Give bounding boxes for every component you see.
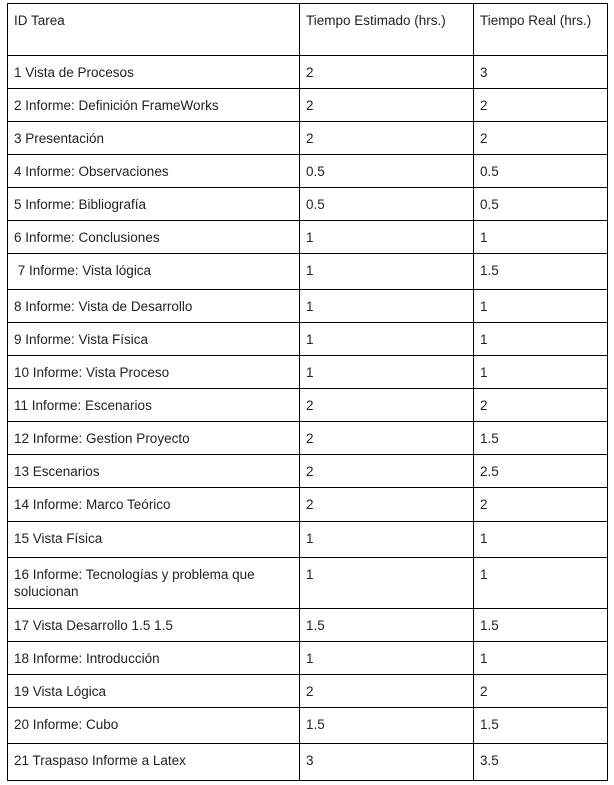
estimated-cell: 1.5 — [300, 609, 474, 642]
table-row — [8, 122, 608, 155]
task-cell: 8 Informe: Vista de Desarrollo — [8, 290, 300, 323]
real-cell: 1 — [474, 642, 608, 675]
real-cell: 1 — [474, 323, 608, 356]
table-row — [8, 89, 608, 122]
estimated-cell: 1 — [300, 356, 474, 389]
real-cell: 1 — [474, 522, 608, 558]
real-cell: 2 — [474, 389, 608, 422]
task-cell: 18 Informe: Introducción — [8, 642, 300, 675]
task-cell: 17 Vista Desarrollo 1.5 1.5 — [8, 609, 300, 642]
task-cell: 14 Informe: Marco Teórico — [8, 488, 300, 522]
estimated-cell: 1 — [300, 522, 474, 558]
task-cell: 6 Informe: Conclusiones — [8, 221, 300, 254]
task-cell: 21 Traspaso Informe a Latex — [8, 744, 300, 781]
task-time-table — [7, 3, 608, 781]
real-cell: 3.5 — [474, 744, 608, 781]
real-cell: 1.5 — [474, 609, 608, 642]
task-cell: 5 Informe: Bibliografía — [8, 188, 300, 221]
table-row — [8, 323, 608, 356]
header-id-tarea: ID Tarea — [8, 4, 300, 56]
task-cell: 10 Informe: Vista Proceso — [8, 356, 300, 389]
estimated-cell: 2 — [300, 455, 474, 488]
task-time-document — [7, 3, 607, 781]
task-cell: 16 Informe: Tecnologías y problema que solucionan — [8, 558, 300, 609]
task-cell: 13 Escenarios — [8, 455, 300, 488]
estimated-cell: 1 — [300, 221, 474, 254]
real-cell: 2.5 — [474, 455, 608, 488]
estimated-cell: 0.5 — [300, 155, 474, 188]
table-row — [8, 422, 608, 455]
table-row — [8, 455, 608, 488]
table-row — [8, 675, 608, 708]
table-row — [8, 708, 608, 744]
table-row — [8, 609, 608, 642]
table-row — [8, 155, 608, 188]
estimated-cell: 0.5 — [300, 188, 474, 221]
real-cell: 2 — [474, 488, 608, 522]
real-cell: 2 — [474, 89, 608, 122]
real-cell: 2 — [474, 675, 608, 708]
table-row — [8, 56, 608, 89]
real-cell: 2 — [474, 122, 608, 155]
header-tiempo-estimado: Tiempo Estimado (hrs.) — [300, 4, 474, 56]
estimated-cell: 2 — [300, 389, 474, 422]
table-row — [8, 188, 608, 221]
table-row — [8, 744, 608, 781]
real-cell: 0.5 — [474, 188, 608, 221]
real-cell: 1.5 — [474, 422, 608, 455]
real-cell: 1.5 — [474, 708, 608, 744]
task-cell: 1 Vista de Procesos — [8, 56, 300, 89]
real-cell: 3 — [474, 56, 608, 89]
estimated-cell: 1 — [300, 290, 474, 323]
header-tiempo-real: Tiempo Real (hrs.) — [474, 4, 608, 56]
real-cell: 1 — [474, 558, 608, 609]
table-row — [8, 558, 608, 609]
estimated-cell: 2 — [300, 122, 474, 155]
real-cell: 1.5 — [474, 254, 608, 290]
real-cell: 1 — [474, 356, 608, 389]
task-cell: 9 Informe: Vista Física — [8, 323, 300, 356]
real-cell: 1 — [474, 290, 608, 323]
estimated-cell: 2 — [300, 89, 474, 122]
task-cell: 20 Informe: Cubo — [8, 708, 300, 744]
estimated-cell: 1 — [300, 254, 474, 290]
estimated-cell: 2 — [300, 488, 474, 522]
real-cell: 1 — [474, 221, 608, 254]
estimated-cell: 3 — [300, 744, 474, 781]
task-cell: 12 Informe: Gestion Proyecto — [8, 422, 300, 455]
estimated-cell: 1 — [300, 642, 474, 675]
real-cell: 0.5 — [474, 155, 608, 188]
estimated-cell: 2 — [300, 56, 474, 89]
task-cell: 2 Informe: Definición FrameWorks — [8, 89, 300, 122]
task-cell: 19 Vista Lógica — [8, 675, 300, 708]
estimated-cell: 1 — [300, 323, 474, 356]
table-row — [8, 488, 608, 522]
table-row — [8, 221, 608, 254]
table-row — [8, 389, 608, 422]
estimated-cell: 2 — [300, 422, 474, 455]
task-cell: 15 Vista Física — [8, 522, 300, 558]
table-row — [8, 522, 608, 558]
task-cell: 7 Informe: Vista lógica — [8, 254, 300, 290]
table-row — [8, 290, 608, 323]
table-row — [8, 356, 608, 389]
table-row — [8, 254, 608, 290]
task-cell: 3 Presentación — [8, 122, 300, 155]
table-row — [8, 642, 608, 675]
estimated-cell: 1.5 — [300, 708, 474, 744]
estimated-cell: 1 — [300, 558, 474, 609]
task-cell: 4 Informe: Observaciones — [8, 155, 300, 188]
estimated-cell: 2 — [300, 675, 474, 708]
table-header-row — [8, 4, 608, 56]
task-cell: 11 Informe: Escenarios — [8, 389, 300, 422]
